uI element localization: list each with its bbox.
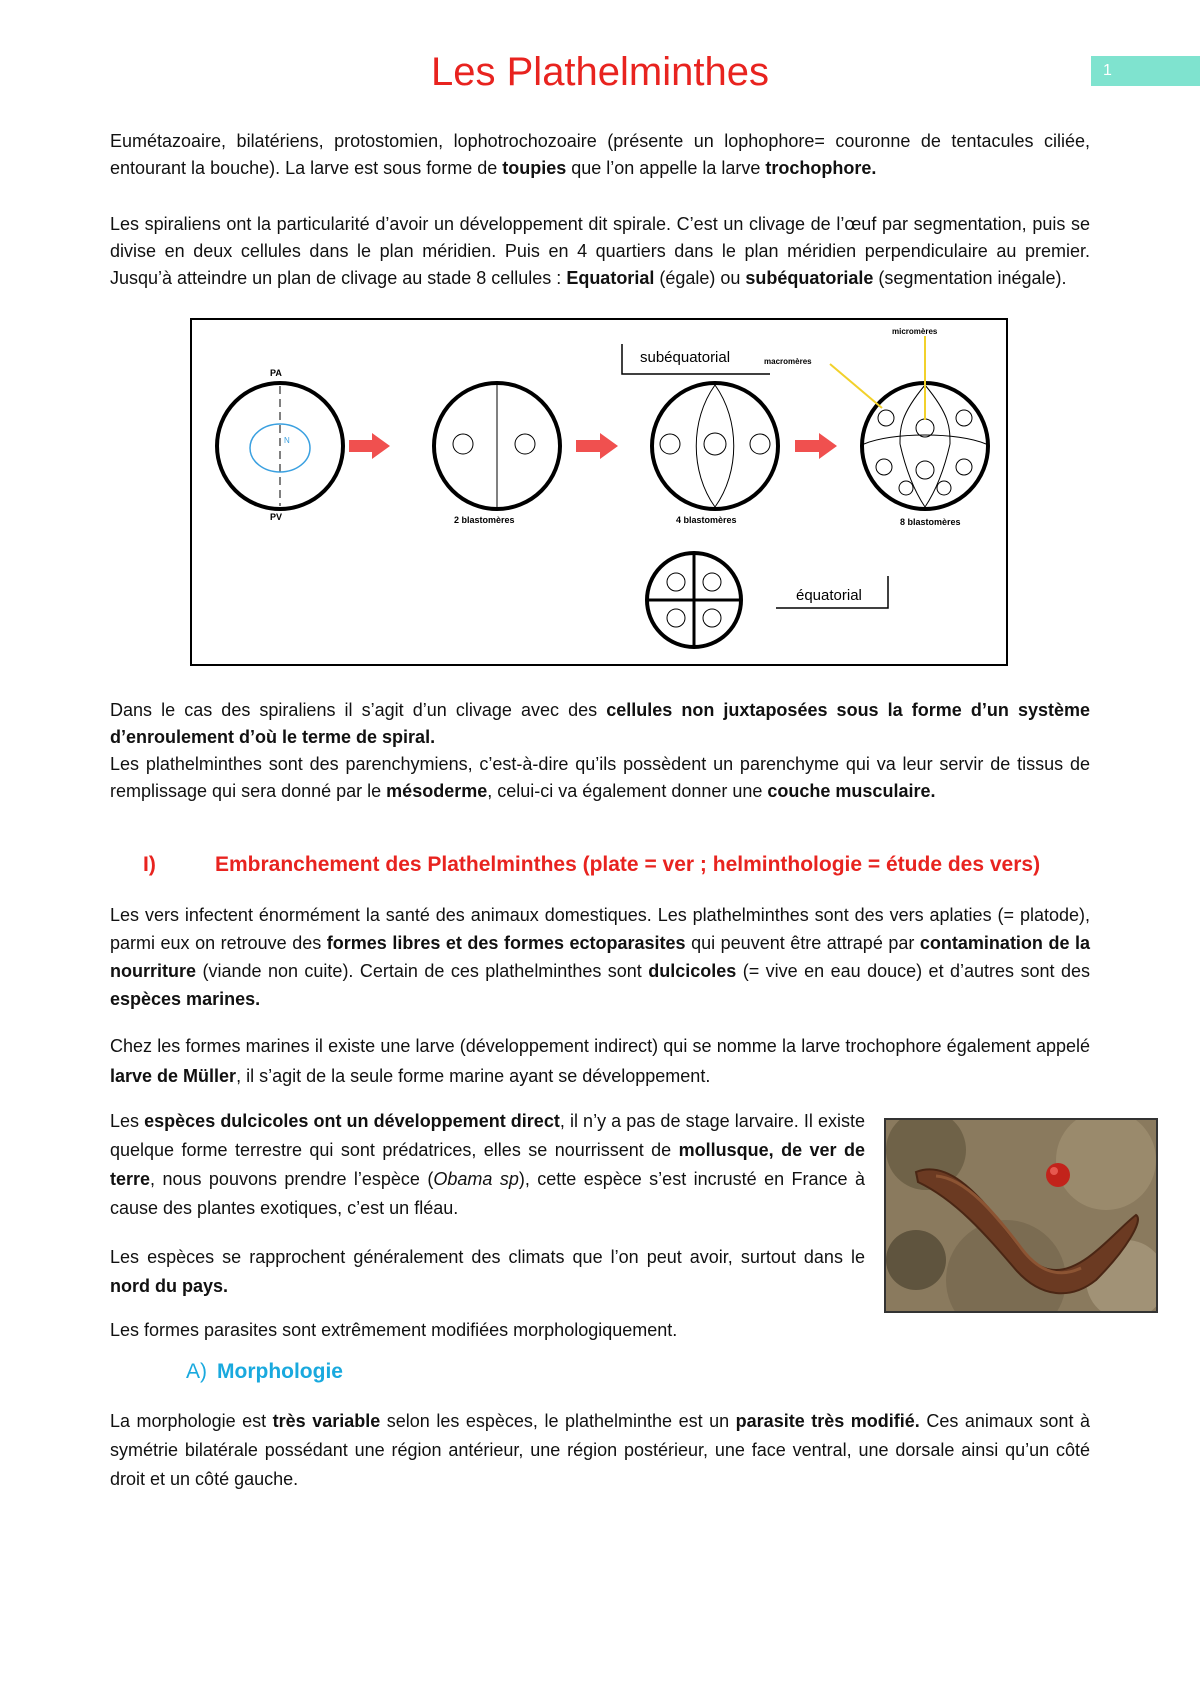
equatorial-box <box>776 576 888 608</box>
label-macromeres: macromères <box>764 357 812 366</box>
arrow-2 <box>576 433 618 459</box>
pointer-macromeres <box>830 364 882 408</box>
paragraph-10: La morphologie est très variable selon les espèces, le plathelminthe est un parasite très modifié. Ces animaux sont à symétrie bilatérale possédant une région antérieur, une région postérieur, une face ventral, une dorsale ainsi qu’un côté droit et un côté gauche. <box>110 1411 1090 1489</box>
label-8-blastomeres: 8 blastomères <box>900 517 961 527</box>
label-n: N <box>284 436 290 445</box>
flatworm-photo <box>884 1118 1158 1313</box>
paragraph-7: Les espèces dulcicoles ont un développement direct, il n’y a pas de stage larvaire. Il existe quelque forme terrestre qui sont prédatrices, elles se nourrissent de mollusque, de ver de terre, nous pouvons prendre l’espèce (Obama sp), cette espèce s’est incrusté en France à cause des plantes exotiques, c’est un fléau. <box>110 1111 865 1218</box>
paragraph-6: Chez les formes marines il existe une larve (développement indirect) qui se nomme la larve trochophore également appelé larve de Müller, il s’agit de la seule forme marine ayant se développement. <box>110 1036 1090 1086</box>
intro-paragraph-2: Les spiraliens ont la particularité d’avoir un développement dit spirale. C’est un clivage de l’œuf par segmentation, puis se divise en deux cellules dans le plan méridien. Puis en 4 quartiers dans le plan méridien perpendiculaire au premier. Jusqu’à atteindre un plan de clivage au stade 8 cellules : Equatorial (égale) ou subéquatoriale (segmentation inégale). <box>110 214 1090 288</box>
label-subequatorial: subéquatorial <box>640 349 731 366</box>
subequatorial-box <box>622 344 770 374</box>
four-blastomere-stage <box>652 383 778 525</box>
egg-stage <box>217 368 343 522</box>
label-pa: PA <box>270 368 282 378</box>
page-number: 1 <box>1091 56 1200 86</box>
paragraph-8: Les espèces se rapprochent généralement des climats que l’on peut avoir, surtout dans le nord du pays. <box>110 1247 865 1296</box>
two-blastomere-stage <box>434 383 560 525</box>
arrow-3 <box>795 433 837 459</box>
label-equatorial: équatorial <box>796 587 862 604</box>
page-title: Les Plathelminthes <box>431 50 769 94</box>
paragraph-5: Les vers infectent énormément la santé des animaux domestiques. Les plathelminthes sont des vers aplaties (= platode), parmi eux on retrouve des formes libres et des formes ectoparasites qui peuvent être attrapé par contamination de la nourriture (viande non cuite). Certain de ces plathelminthes sont dulcicoles (= vive en eau douce) et d’autres sont des espèces marines. <box>110 905 1091 1009</box>
label-pv: PV <box>270 512 283 522</box>
equatorial-stage <box>647 553 741 647</box>
paragraph-9: Les formes parasites sont extrêmement modifiées morphologiquement. <box>110 1320 678 1340</box>
intro-paragraph-1: Eumétazoaire, bilatériens, protostomien, lophotrochozoaire (présente un lophophore= couronne de tentacules ciliée, entourant la bouche). La larve est sous forme de toupies que l’on appelle la larve trochophore. <box>110 131 1090 178</box>
label-2-blastomeres: 2 blastomères <box>454 515 515 525</box>
label-micromeres: micromères <box>892 327 938 336</box>
spiral-cleavage-figure <box>190 318 1008 666</box>
paragraph-4: Les plathelminthes sont des parenchymiens, c’est-à-dire qu’ils possèdent un parenchyme qui va leur servir de tissus de remplissage qui sera donné par le mésoderme, celui-ci va également donner une couche musculaire. <box>110 754 1090 801</box>
section-heading-1: I) Embranchement des Plathelminthes (plate = ver ; helminthologie = étude des vers) <box>143 853 1041 876</box>
label-4-blastomeres: 4 blastomères <box>676 515 737 525</box>
subsection-heading-a: A) Morphologie <box>186 1360 343 1383</box>
eight-blastomere-stage <box>764 327 988 527</box>
arrow-1 <box>349 433 390 459</box>
paragraph-3: Dans le cas des spiraliens il s’agit d’un clivage avec des cellules non juxtaposées sous la forme d’un système d’enroulement d’où le terme de spiral. <box>110 700 1090 747</box>
